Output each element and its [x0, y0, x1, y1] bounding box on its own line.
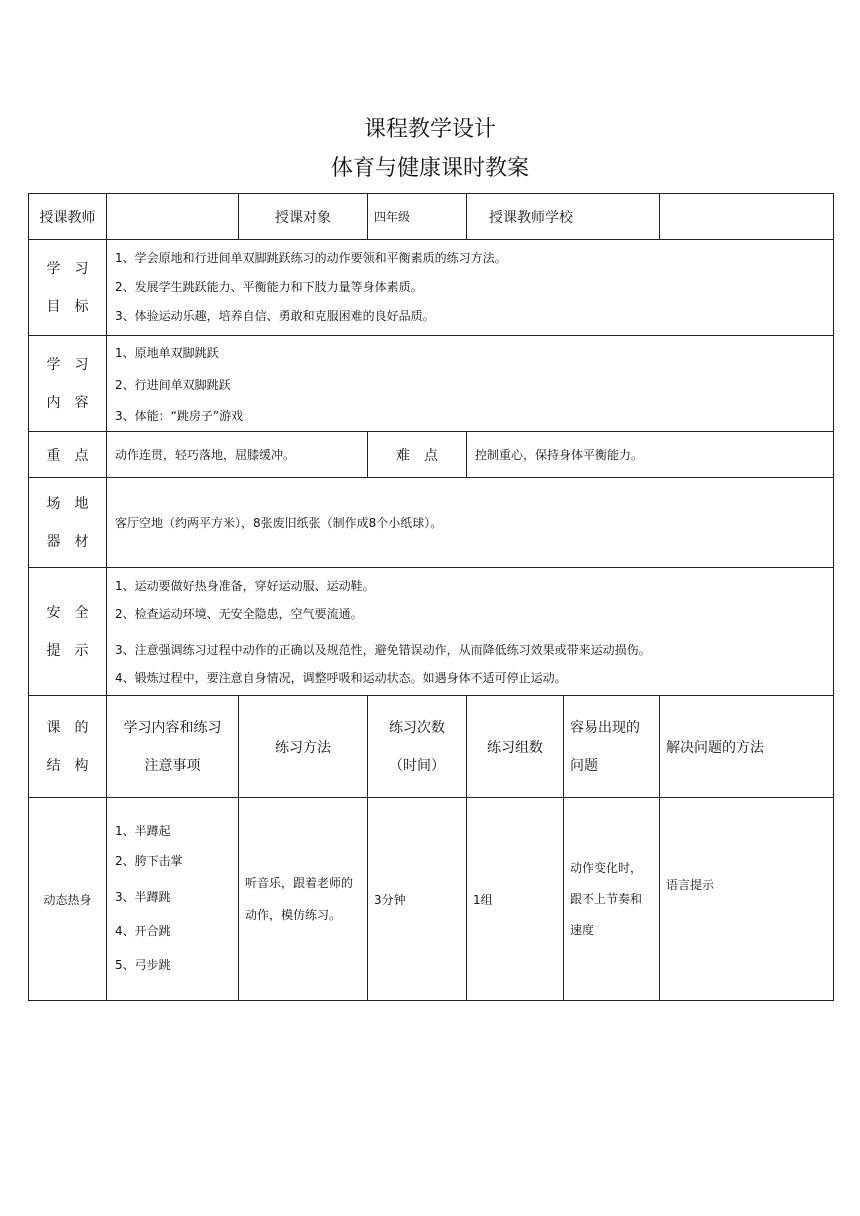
teacher-label: 授课教师: [29, 194, 107, 240]
content-content: [107, 336, 834, 432]
col-problem-header: [564, 696, 660, 798]
warmup-method-line1: 听音乐，跟着老师的: [245, 876, 354, 890]
warmup-item: 2、胯下击掌: [115, 854, 183, 868]
keypoint-label: 重 点: [29, 432, 107, 478]
col-count-line1: 练习次数: [389, 719, 445, 736]
content-label: [29, 336, 107, 432]
document-subtitle: 体育与健康课时教案: [330, 156, 529, 181]
col-count-line2: （时间）: [389, 757, 445, 774]
warmup-problem-line3: 速度: [570, 922, 595, 937]
goals-row: [29, 240, 834, 336]
warmup-item: 5、弓步跳: [115, 958, 171, 972]
content-item: 2、行进间单双脚跳跃: [115, 377, 231, 392]
school-label: 授课教师学校: [467, 194, 660, 240]
warmup-label: 动态热身: [29, 798, 107, 1001]
warmup-method-line2: 动作，模仿练习。: [245, 908, 342, 922]
venue-value: 客厅空地（约两平方米），8张废旧纸张（制作成8个小纸球）。: [107, 478, 834, 568]
goals-content: [107, 240, 834, 336]
school-value[interactable]: [660, 194, 834, 240]
goals-label-line2: 目 标: [46, 298, 89, 315]
difficulty-value: 控制重心，保持身体平衡能力。: [467, 432, 834, 478]
goal-item: 2、发展学生跳跃能力、平衡能力和下肢力量等身体素质。: [115, 280, 423, 294]
document-title: 课程教学设计: [363, 117, 496, 142]
safety-content: [107, 568, 834, 696]
col-problem-line2: 问题: [570, 757, 598, 774]
col-content-line2: 注意事项: [144, 757, 201, 774]
difficulty-label: 难 点: [368, 432, 467, 478]
col-content-line1: 学习内容和练习: [123, 719, 222, 736]
structure-label-line1: 课 的: [46, 719, 89, 736]
target-label: 授课对象: [239, 194, 368, 240]
col-solution-header: 解决问题的方法: [660, 696, 834, 798]
col-groups-header: 练习组数: [467, 696, 564, 798]
warmup-row: [29, 798, 834, 1001]
teacher-value[interactable]: [107, 194, 239, 240]
col-count-header: [368, 696, 467, 798]
structure-label: [29, 696, 107, 798]
venue-label: [29, 478, 107, 568]
goals-label-line1: 学 习: [46, 260, 89, 277]
content-label-line2: 内 容: [46, 394, 89, 411]
safety-item: 1、运动要做好热身准备，穿好运动服、运动鞋。: [115, 578, 375, 593]
venue-row: [29, 478, 834, 568]
col-problem-line1: 容易出现的: [570, 719, 640, 736]
content-row: [29, 336, 834, 432]
safety-item: 3、注意强调练习过程中动作的正确以及规范性，避免错误动作，从而降低练习效果或带来运动损伤。: [115, 642, 651, 657]
warmup-item: 3、半蹲跳: [115, 890, 171, 904]
content-item: 3、体能：“跳房子”游戏: [115, 408, 244, 423]
safety-label-line2: 提 示: [46, 642, 89, 659]
warmup-items: [107, 798, 239, 1001]
content-label-line1: 学 习: [46, 356, 89, 373]
warmup-problem-line2: 跟不上节奏和: [570, 891, 643, 906]
warmup-problem: [564, 798, 660, 1001]
safety-item: 2、检查运动环境、无安全隐患，空气要流通。: [115, 606, 363, 621]
venue-label-line2: 器 材: [46, 533, 89, 550]
safety-item: 4、锻炼过程中，要注意自身情况，调整呼吸和运动状态。如遇身体不适可停止运动。: [115, 670, 567, 685]
goals-label: [29, 240, 107, 336]
safety-row: [29, 568, 834, 696]
col-content-header: [107, 696, 239, 798]
warmup-problem-line1: 动作变化时，: [570, 860, 643, 875]
goal-item: 3、体验运动乐趣，培养自信、勇敢和克服困难的良好品质。: [115, 309, 435, 323]
lesson-plan-table: [28, 193, 834, 1001]
structure-header-row: [29, 696, 834, 798]
warmup-method: [239, 798, 368, 1001]
warmup-item: 1、半蹲起: [115, 824, 171, 838]
target-value: 四年级: [368, 194, 467, 240]
venue-label-line1: 场 地: [46, 495, 89, 512]
keypoint-value: 动作连贯，轻巧落地，屈膝缓冲。: [107, 432, 368, 478]
safety-label-line1: 安 全: [46, 604, 89, 621]
goal-item: 1、学会原地和行进间单双脚跳跃练习的动作要领和平衡素质的练习方法。: [115, 251, 507, 265]
warmup-groups: 1组: [467, 798, 564, 1001]
structure-label-line2: 结 构: [46, 757, 89, 774]
content-item: 1、原地单双脚跳跃: [115, 345, 219, 360]
keypoint-row: [29, 432, 834, 478]
header-row: [29, 194, 834, 240]
safety-label: [29, 568, 107, 696]
warmup-solution: 语言提示: [660, 798, 834, 1001]
warmup-item: 4、开合跳: [115, 924, 171, 938]
warmup-count: 3分钟: [368, 798, 467, 1001]
col-method-header: 练习方法: [239, 696, 368, 798]
